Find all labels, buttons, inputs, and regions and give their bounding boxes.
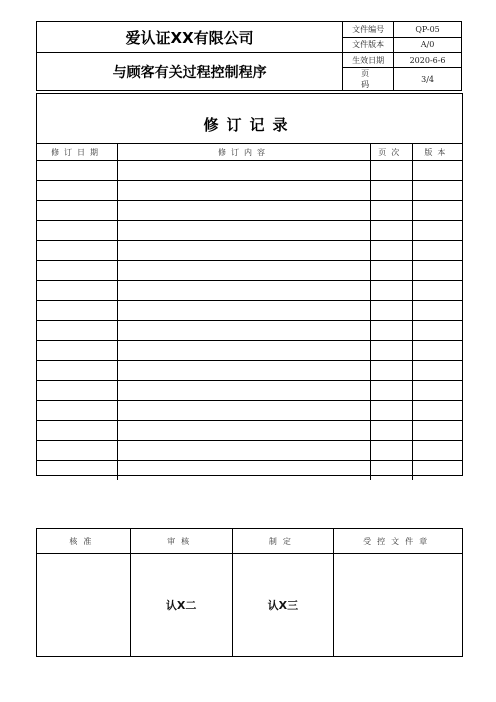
page-value: 3/4 [394,68,462,91]
col-approve: 核准 [37,529,131,554]
table-cell [412,241,462,261]
reviewer-signature: 认X二 [130,554,232,657]
table-row [37,381,462,401]
table-row [37,221,462,241]
revision-table [37,143,462,480]
document-header [36,21,462,91]
table-cell [118,161,371,181]
table-cell [412,361,462,381]
doc-version-value: A/0 [394,37,462,53]
col-revision-content: 修订内容 [118,144,371,161]
table-row [37,201,462,221]
table-row [37,401,462,421]
table-cell [412,421,462,441]
table-cell [370,421,412,441]
table-cell [118,321,371,341]
approver-signature [37,554,131,657]
controlled-stamp-area [334,554,463,657]
table-cell [37,261,118,281]
document-title: 与顾客有关过程控制程序 [37,53,343,91]
table-cell [412,301,462,321]
doc-number-value: QP-05 [394,22,462,38]
table-cell [37,441,118,461]
preparer-signature: 认X三 [232,554,334,657]
table-row [37,441,462,461]
table-cell [37,321,118,341]
table-cell [37,161,118,181]
table-cell [118,401,371,421]
table-cell [412,461,462,481]
table-cell [118,261,371,281]
table-cell [370,221,412,241]
table-cell [412,281,462,301]
table-cell [118,461,371,481]
table-row [37,341,462,361]
table-cell [412,401,462,421]
table-cell [412,441,462,461]
table-cell [370,441,412,461]
table-cell [370,161,412,181]
table-cell [37,381,118,401]
revision-rows [37,161,462,481]
table-cell [118,361,371,381]
table-cell [412,341,462,361]
table-cell [370,381,412,401]
table-cell [412,201,462,221]
col-prepare: 制定 [232,529,334,554]
table-cell [118,201,371,221]
table-cell [37,241,118,261]
table-row [37,181,462,201]
table-cell [370,301,412,321]
table-cell [37,301,118,321]
table-row [37,241,462,261]
table-cell [37,181,118,201]
table-cell [370,461,412,481]
company-name: 爱认证XX有限公司 [37,22,343,53]
table-cell [370,321,412,341]
table-row [37,281,462,301]
effective-date-value: 2020-6-6 [394,53,462,68]
table-cell [118,241,371,261]
table-row [37,161,462,181]
table-cell [370,201,412,221]
table-row [37,301,462,321]
table-cell [370,281,412,301]
revision-record-title: 修订记录 [203,116,296,134]
table-cell [37,281,118,301]
effective-date-label: 生效日期 [343,53,394,68]
table-cell [412,221,462,241]
table-cell [370,401,412,421]
table-cell [370,241,412,261]
table-cell [118,281,371,301]
doc-number-label: 文件编号 [343,22,394,38]
table-cell [118,341,371,361]
table-cell [37,401,118,421]
table-row [37,261,462,281]
table-cell [118,301,371,321]
table-cell [37,201,118,221]
table-cell [37,341,118,361]
table-cell [37,461,118,481]
col-page-count: 页次 [370,144,412,161]
col-controlled-stamp: 受控文件章 [334,529,463,554]
table-cell [370,361,412,381]
col-version: 版本 [412,144,462,161]
table-row [37,421,462,441]
table-cell [37,221,118,241]
table-cell [412,181,462,201]
table-cell [118,381,371,401]
table-cell [412,261,462,281]
doc-version-label: 文件版本 [343,37,394,53]
table-cell [370,341,412,361]
table-cell [370,261,412,281]
col-review: 审核 [130,529,232,554]
table-cell [412,381,462,401]
table-row [37,461,462,481]
table-cell [37,421,118,441]
table-cell [118,221,371,241]
table-row [37,361,462,381]
table-cell [118,441,371,461]
table-cell [118,421,371,441]
col-revision-date: 修订日期 [37,144,118,161]
table-cell [370,181,412,201]
table-cell [412,321,462,341]
table-cell [37,361,118,381]
revision-record [36,93,463,476]
table-row [37,321,462,341]
table-cell [412,161,462,181]
table-cell [118,181,371,201]
approval-table [36,528,463,657]
page-label: 页 码 [343,68,394,91]
